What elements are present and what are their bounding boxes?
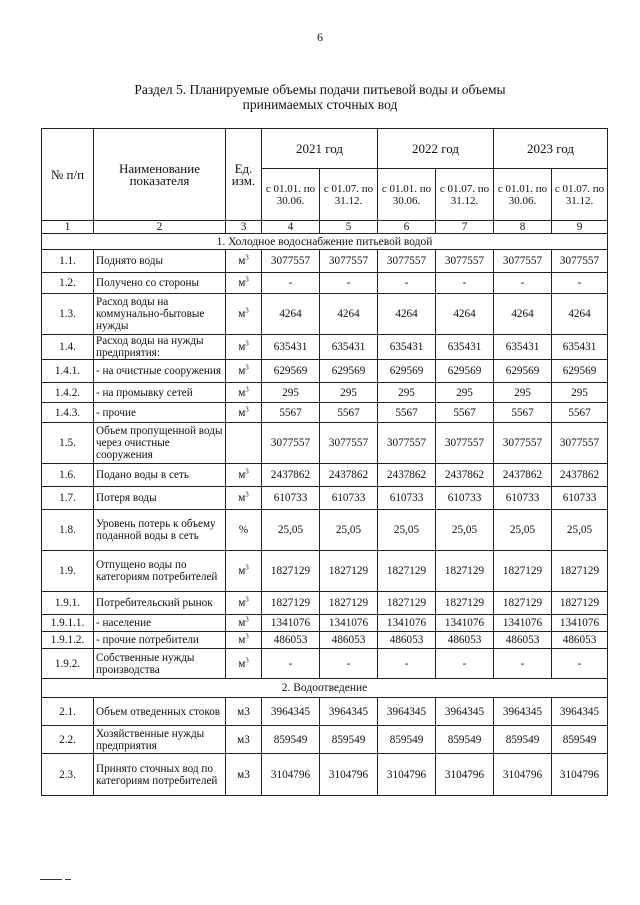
- row-value: -: [436, 649, 494, 679]
- row-value: 4264: [262, 294, 320, 335]
- unit-text: м: [238, 341, 246, 353]
- row-value: 486053: [436, 632, 494, 649]
- row-value: 610733: [378, 487, 436, 510]
- row-value: 635431: [378, 335, 436, 360]
- row-value: 1827129: [552, 551, 608, 592]
- row-value: 1827129: [262, 551, 320, 592]
- row-value: 3964345: [262, 698, 320, 726]
- unit-superscript: 3: [245, 490, 249, 499]
- row-value: 25,05: [552, 510, 608, 551]
- row-value: 1827129: [436, 592, 494, 615]
- table-row: [42, 615, 608, 632]
- row-unit: [226, 487, 262, 510]
- row-value: 635431: [262, 335, 320, 360]
- row-value: 635431: [552, 335, 608, 360]
- table-row: [42, 335, 608, 360]
- row-indicator-name: Расход воды на коммунально-бытовые нужды: [94, 294, 226, 335]
- row-unit: [226, 510, 262, 551]
- unit-text: м: [238, 255, 246, 267]
- row-value: 5567: [436, 403, 494, 423]
- unit-superscript: 3: [245, 563, 249, 572]
- header-name: Наименование показателя: [94, 129, 226, 221]
- col-number: 2: [94, 221, 226, 234]
- row-number: 1.8.: [42, 510, 94, 551]
- row-value: 295: [494, 383, 552, 403]
- section-title: [40, 82, 600, 112]
- row-value: 5567: [552, 403, 608, 423]
- unit-superscript: 3: [245, 655, 249, 664]
- row-value: -: [552, 273, 608, 294]
- row-value: 1341076: [494, 615, 552, 632]
- row-indicator-name: - на очистные сооружения: [94, 360, 226, 383]
- row-value: 635431: [494, 335, 552, 360]
- row-value: 3077557: [378, 423, 436, 464]
- row-unit: [226, 754, 262, 796]
- row-value: -: [494, 273, 552, 294]
- unit-superscript: 3: [245, 253, 249, 262]
- row-value: 3077557: [262, 250, 320, 273]
- row-unit: [226, 273, 262, 294]
- row-unit: [226, 250, 262, 273]
- row-value: 295: [320, 383, 378, 403]
- row-value: 859549: [436, 726, 494, 754]
- section-title-line1: Раздел 5. Планируемые объемы подачи питьевой воды и объемы: [134, 82, 506, 97]
- section-title-line2: принимаемых сточных вод: [242, 97, 398, 112]
- row-number: 1.4.: [42, 335, 94, 360]
- row-value: 3077557: [320, 423, 378, 464]
- row-unit: [226, 649, 262, 679]
- row-value: 1341076: [320, 615, 378, 632]
- row-indicator-name: Потеря воды: [94, 487, 226, 510]
- row-value: 25,05: [378, 510, 436, 551]
- row-value: 5567: [494, 403, 552, 423]
- section-header-row: [42, 234, 608, 250]
- row-number: 1.3.: [42, 294, 94, 335]
- row-value: 610733: [552, 487, 608, 510]
- col-number: 3: [226, 221, 262, 234]
- unit-text: м: [238, 386, 246, 399]
- row-value: 486053: [320, 632, 378, 649]
- row-value: 295: [436, 383, 494, 403]
- row-indicator-name: Собственные нужды производства: [94, 649, 226, 679]
- section-header: 2. Водоотведение: [42, 679, 608, 698]
- header-year-2023: 2023 год: [494, 129, 608, 169]
- unit-superscript: 3: [245, 275, 249, 284]
- row-value: 25,05: [494, 510, 552, 551]
- row-value: 2437862: [378, 464, 436, 487]
- unit-text: м: [238, 308, 246, 320]
- row-value: 5567: [378, 403, 436, 423]
- row-indicator-name: Получено со стороны: [94, 273, 226, 294]
- row-value: -: [494, 649, 552, 679]
- header-row-years: [42, 129, 608, 169]
- section-header-row: [42, 679, 608, 698]
- row-unit: [226, 726, 262, 754]
- header-period-second-half: с 01.07. по 31.12.: [552, 169, 608, 221]
- table-row: [42, 487, 608, 510]
- row-unit: [226, 592, 262, 615]
- row-unit: [226, 698, 262, 726]
- table-row: [42, 383, 608, 403]
- row-value: 486053: [378, 632, 436, 649]
- unit-superscript: 3: [245, 404, 249, 413]
- table-row: [42, 250, 608, 273]
- row-indicator-name: Подано воды в сеть: [94, 464, 226, 487]
- row-value: 859549: [378, 726, 436, 754]
- row-number: 1.9.1.: [42, 592, 94, 615]
- unit-text: м3: [237, 705, 250, 718]
- row-value: 1827129: [378, 592, 436, 615]
- row-number: 1.1.: [42, 250, 94, 273]
- row-value: 859549: [262, 726, 320, 754]
- row-value: 25,05: [262, 510, 320, 551]
- unit-superscript: 3: [245, 363, 249, 372]
- unit-text: м: [238, 469, 246, 481]
- row-value: 5567: [320, 403, 378, 423]
- row-indicator-name: Отпущено воды по категориям потребителей: [94, 551, 226, 592]
- row-value: 2437862: [552, 464, 608, 487]
- row-unit: [226, 403, 262, 423]
- row-value: 610733: [262, 487, 320, 510]
- column-number-row: [42, 221, 608, 234]
- col-number: 1: [42, 221, 94, 234]
- row-indicator-name: - на промывку сетей: [94, 383, 226, 403]
- row-value: -: [262, 649, 320, 679]
- row-value: 486053: [494, 632, 552, 649]
- unit-superscript: 3: [245, 384, 249, 393]
- row-number: 2.2.: [42, 726, 94, 754]
- row-value: 1827129: [320, 592, 378, 615]
- row-value: 3077557: [552, 250, 608, 273]
- table-row: [42, 632, 608, 649]
- col-number: 6: [378, 221, 436, 234]
- row-number: 1.6.: [42, 464, 94, 487]
- row-value: 3104796: [262, 754, 320, 796]
- row-value: 1827129: [494, 592, 552, 615]
- row-value: 4264: [494, 294, 552, 335]
- row-value: 610733: [494, 487, 552, 510]
- row-value: 3964345: [378, 698, 436, 726]
- col-number: 9: [552, 221, 608, 234]
- row-value: 629569: [262, 360, 320, 383]
- header-period-first-half: с 01.01. по 30.06.: [494, 169, 552, 221]
- row-value: 3104796: [552, 754, 608, 796]
- row-unit: [226, 294, 262, 335]
- header-unit: Ед. изм.: [226, 129, 262, 221]
- row-number: 2.1.: [42, 698, 94, 726]
- row-value: 1827129: [552, 592, 608, 615]
- row-value: 635431: [320, 335, 378, 360]
- unit-text: %: [238, 524, 249, 536]
- row-value: 1827129: [436, 551, 494, 592]
- row-value: 3077557: [436, 250, 494, 273]
- row-number: 1.9.: [42, 551, 94, 592]
- table-row: [42, 464, 608, 487]
- row-number: 1.2.: [42, 273, 94, 294]
- row-value: 1827129: [494, 551, 552, 592]
- unit-text: м: [238, 597, 246, 609]
- unit-text: м: [238, 492, 246, 504]
- header-period-second-half: с 01.07. по 31.12.: [320, 169, 378, 221]
- row-value: 3077557: [494, 250, 552, 273]
- row-value: 295: [262, 383, 320, 403]
- row-value: 629569: [494, 360, 552, 383]
- row-value: 859549: [320, 726, 378, 754]
- unit-superscript: 3: [245, 467, 249, 476]
- unit-text: м: [238, 365, 246, 377]
- unit-superscript: 3: [245, 595, 249, 604]
- row-value: 610733: [436, 487, 494, 510]
- row-value: 2437862: [262, 464, 320, 487]
- row-number: 2.3.: [42, 754, 94, 796]
- row-unit: [226, 551, 262, 592]
- footer-mark: [40, 879, 62, 880]
- row-value: 2437862: [320, 464, 378, 487]
- row-indicator-name: Потребительский рынок: [94, 592, 226, 615]
- table-row: [42, 551, 608, 592]
- table-row: [42, 423, 608, 464]
- row-value: 295: [378, 383, 436, 403]
- row-value: 3077557: [436, 423, 494, 464]
- row-indicator-name: Объем пропущенной воды через очистные сооружения: [94, 423, 226, 464]
- row-value: 3077557: [378, 250, 436, 273]
- unit-text: м3: [237, 768, 250, 781]
- row-value: 2437862: [436, 464, 494, 487]
- row-value: 1827129: [378, 551, 436, 592]
- col-number: 8: [494, 221, 552, 234]
- row-value: 4264: [552, 294, 608, 335]
- row-value: 859549: [552, 726, 608, 754]
- row-indicator-name: - прочие потребители: [94, 632, 226, 649]
- row-value: 5567: [262, 403, 320, 423]
- row-indicator-name: - прочие: [94, 403, 226, 423]
- row-value: -: [552, 649, 608, 679]
- unit-superscript: 3: [245, 339, 249, 348]
- header-period-first-half: с 01.01. по 30.06.: [262, 169, 320, 221]
- row-value: 3104796: [494, 754, 552, 796]
- table-row: [42, 754, 608, 796]
- unit-superscript: 3: [245, 632, 249, 641]
- row-value: 629569: [320, 360, 378, 383]
- row-unit: [226, 464, 262, 487]
- row-value: 3964345: [436, 698, 494, 726]
- row-value: -: [436, 273, 494, 294]
- row-value: 4264: [436, 294, 494, 335]
- unit-text: м3: [237, 733, 250, 746]
- row-number: 1.9.2.: [42, 649, 94, 679]
- row-value: 1827129: [262, 592, 320, 615]
- unit-text: м: [238, 657, 246, 670]
- row-value: 3077557: [552, 423, 608, 464]
- row-value: -: [378, 273, 436, 294]
- row-number: 1.4.3.: [42, 403, 94, 423]
- row-unit: [226, 383, 262, 403]
- row-number: 1.9.1.2.: [42, 632, 94, 649]
- row-value: 4264: [320, 294, 378, 335]
- header-num: № п/п: [42, 129, 94, 221]
- row-value: -: [320, 649, 378, 679]
- unit-text: м: [238, 277, 246, 289]
- row-value: 1827129: [320, 551, 378, 592]
- row-value: 25,05: [436, 510, 494, 551]
- water-volumes-table: [41, 128, 608, 796]
- row-value: 295: [552, 383, 608, 403]
- table-row: [42, 294, 608, 335]
- row-value: 486053: [262, 632, 320, 649]
- row-value: 3077557: [320, 250, 378, 273]
- col-number: 7: [436, 221, 494, 234]
- row-value: 3964345: [494, 698, 552, 726]
- row-value: 25,05: [320, 510, 378, 551]
- row-value: 3964345: [320, 698, 378, 726]
- row-value: 635431: [436, 335, 494, 360]
- row-value: 629569: [436, 360, 494, 383]
- row-value: 3077557: [262, 423, 320, 464]
- row-unit: [226, 632, 262, 649]
- header-period-first-half: с 01.01. по 30.06.: [378, 169, 436, 221]
- header-year-2022: 2022 год: [378, 129, 494, 169]
- row-value: 2437862: [494, 464, 552, 487]
- row-value: 1341076: [378, 615, 436, 632]
- row-value: 3964345: [552, 698, 608, 726]
- row-value: 4264: [378, 294, 436, 335]
- row-indicator-name: Объем отведенных стоков: [94, 698, 226, 726]
- unit-text: м: [238, 406, 246, 419]
- row-indicator-name: Поднято воды: [94, 250, 226, 273]
- row-number: 1.9.1.1.: [42, 615, 94, 632]
- header-year-2021: 2021 год: [262, 129, 378, 169]
- col-number: 4: [262, 221, 320, 234]
- row-value: -: [320, 273, 378, 294]
- row-value: 629569: [552, 360, 608, 383]
- footer-mark: [65, 879, 71, 880]
- table-row: [42, 403, 608, 423]
- row-value: 1341076: [262, 615, 320, 632]
- row-value: 3104796: [378, 754, 436, 796]
- row-value: 3104796: [320, 754, 378, 796]
- table-row: [42, 510, 608, 551]
- table-row: [42, 726, 608, 754]
- row-value: 859549: [494, 726, 552, 754]
- header-period-second-half: с 01.07. по 31.12.: [436, 169, 494, 221]
- row-indicator-name: Расход воды на нужды предприятия:: [94, 335, 226, 360]
- col-number: 5: [320, 221, 378, 234]
- table-row: [42, 649, 608, 679]
- row-value: -: [378, 649, 436, 679]
- row-indicator-name: Хозяйственные нужды предприятия: [94, 726, 226, 754]
- row-value: 1341076: [552, 615, 608, 632]
- row-unit: [226, 423, 262, 464]
- row-value: 610733: [320, 487, 378, 510]
- row-indicator-name: - население: [94, 615, 226, 632]
- row-number: 1.5.: [42, 423, 94, 464]
- row-indicator-name: Принято сточных вод по категориям потребителей: [94, 754, 226, 796]
- row-value: -: [262, 273, 320, 294]
- unit-superscript: 3: [245, 615, 249, 624]
- table-row: [42, 360, 608, 383]
- row-number: 1.4.1.: [42, 360, 94, 383]
- row-value: 3104796: [436, 754, 494, 796]
- unit-text: м: [238, 565, 246, 577]
- row-value: 629569: [378, 360, 436, 383]
- row-value: 3077557: [494, 423, 552, 464]
- row-unit: [226, 615, 262, 632]
- unit-text: м: [238, 634, 246, 646]
- section-header: 1. Холодное водоснабжение питьевой водой: [42, 234, 608, 250]
- table-row: [42, 698, 608, 726]
- row-number: 1.7.: [42, 487, 94, 510]
- row-value: 1341076: [436, 615, 494, 632]
- row-indicator-name: Уровень потерь к объему поданной воды в сеть: [94, 510, 226, 551]
- page-number: 6: [317, 30, 323, 44]
- row-unit: [226, 335, 262, 360]
- unit-text: м: [238, 617, 246, 629]
- table-row: [42, 592, 608, 615]
- table-row: [42, 273, 608, 294]
- unit-superscript: 3: [245, 306, 249, 315]
- row-unit: [226, 360, 262, 383]
- row-value: 486053: [552, 632, 608, 649]
- row-number: 1.4.2.: [42, 383, 94, 403]
